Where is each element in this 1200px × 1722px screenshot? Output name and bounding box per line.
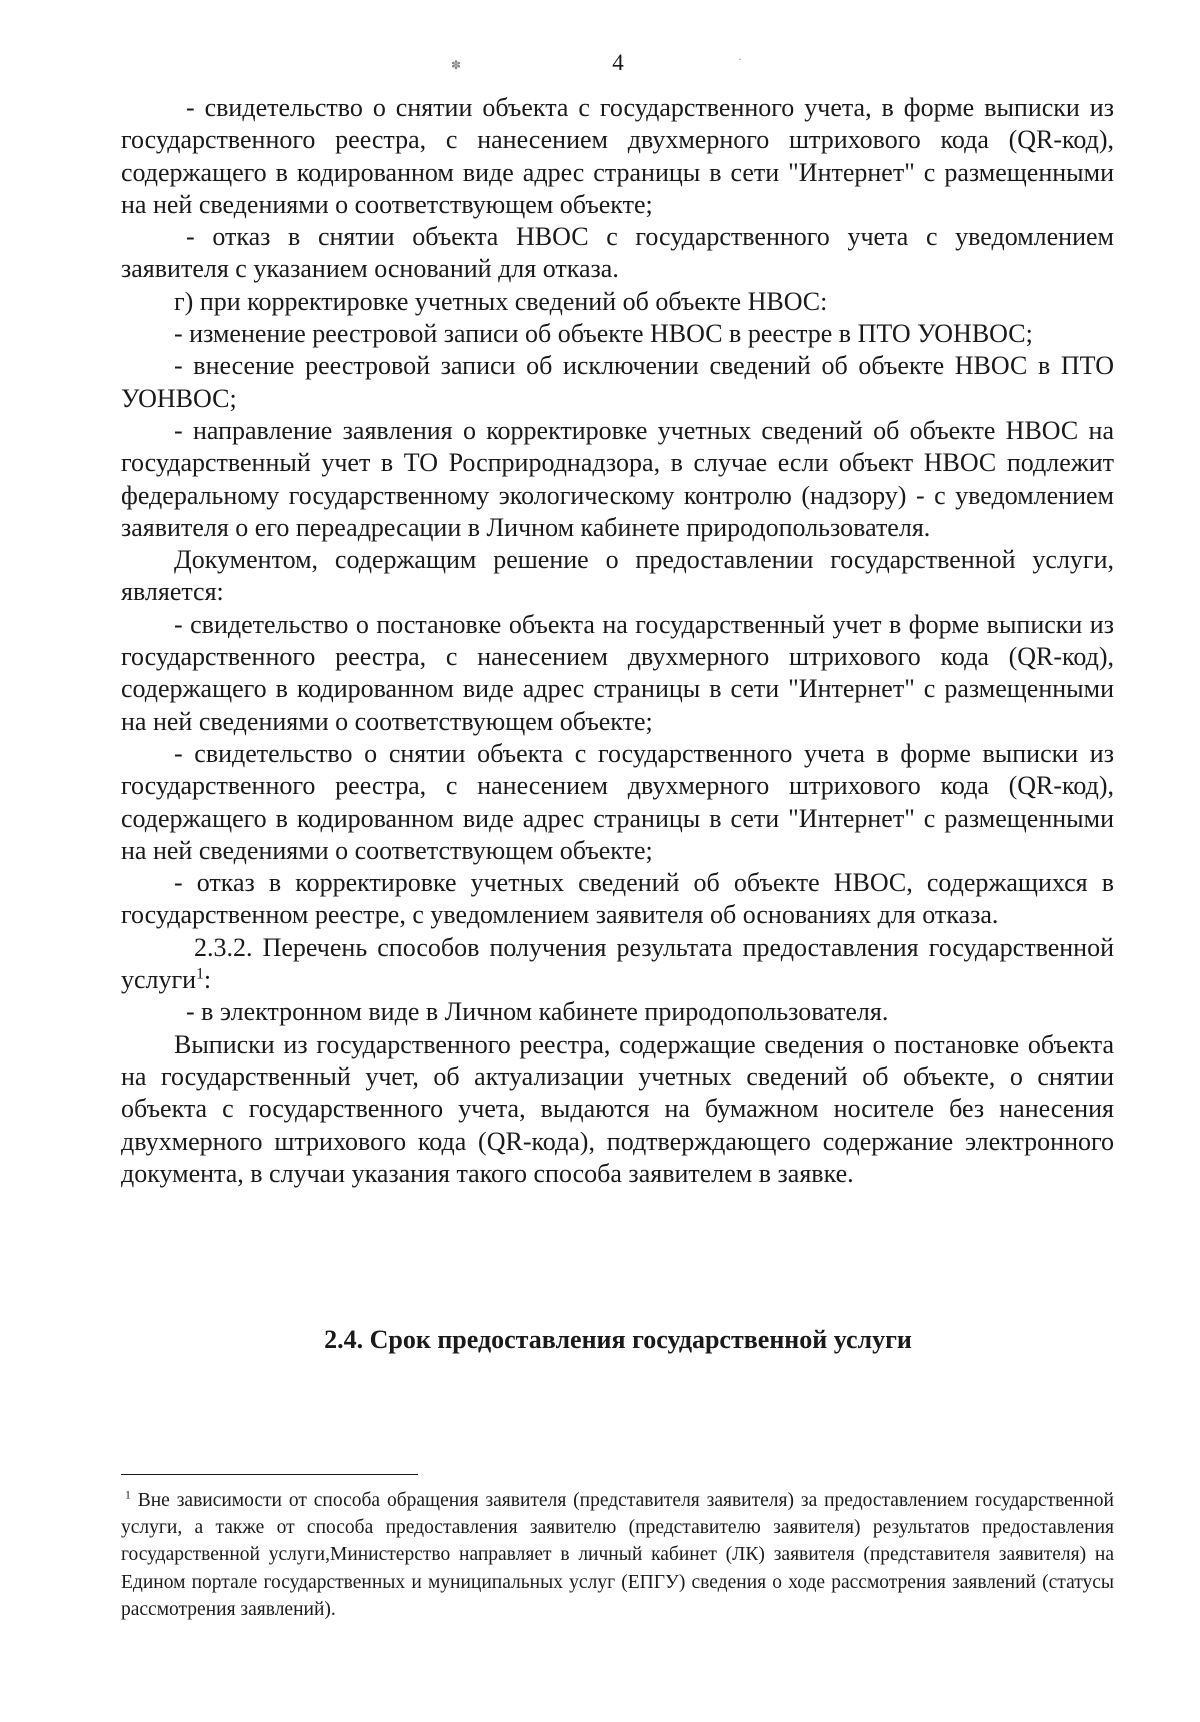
paragraph: - отказ в корректировке учетных сведений об объекте НВОС, содержащихся в государственном реестре, с уведомлением заявителя об основаниях для отказа. xyxy=(121,868,1114,930)
paragraph: - отказ в снятии объекта НВОС с государственного учета с уведомлением заявителя с указанием оснований для отказа. xyxy=(121,222,1114,284)
paragraph-text: 2.3.2. Перечень способов получения результата предоставления государственной услуги xyxy=(121,932,1114,995)
paragraph: - направление заявления о корректировке учетных сведений об объекте НВОС на государственный учет в ТО Росприроднадзора, в случае если объект НВОС подлежит федеральному государственному экологическому контролю (надзору) - с уведомлением заявителя о его переадресации в Личном кабинете природопользователя. xyxy=(121,415,1114,542)
scan-speck: ✽ xyxy=(451,58,462,72)
paragraph: - изменение реестровой записи об объекте НВОС в реестре в ПТО УОНВОС; xyxy=(174,319,1033,349)
paragraph-with-footnote xyxy=(121,932,1114,997)
footnote-divider xyxy=(121,1474,418,1475)
paragraph: - свидетельство о снятии объекта с государственного учета, в форме выписки из государственного реестра, с нанесением двухмерного штрихового кода (QR-код), содержащего в кодированном виде адрес страницы в сети "Интернет" с размещенными на ней сведениями о соответствующем объекте; xyxy=(121,93,1114,219)
paragraph: г) при корректировке учетных сведений об объекте НВОС: xyxy=(174,286,828,316)
footnote-marker: 1 xyxy=(125,1488,131,1502)
footnote-text: Вне зависимости от способа обращения заявителя (представителя заявителя) за предоставлением государственной услуги, а также от способа предоставления заявителю (представителю заявителя) результатов предоставления государственной услуги,Министерство направляет в личный кабинет (ЛК) заявителя (представителя заявителя) на Едином портале государственных и муниципальных услуг (ЕПГУ) сведения о ходе рассмотрения заявлений (статусы рассмотрения заявлений). xyxy=(121,1490,1114,1620)
scan-speck: · xyxy=(738,52,742,66)
footnote-reference: 1 xyxy=(196,965,204,983)
paragraph: - в электронном виде в Личном кабинете природопользователя. xyxy=(186,997,889,1027)
body-text xyxy=(121,92,1114,1190)
paragraph: - внесение реестровой записи об исключении сведений об объекте НВОС в ПТО УОНВОС; xyxy=(121,351,1114,413)
section-heading: 2.4. Срок предоставления государственной услуги xyxy=(324,1325,912,1354)
page-number: 4 xyxy=(612,50,624,75)
paragraph: Выписки из государственного реестра, содержащие сведения о постановке объекта на государственный учет, об актуализации учетных сведений об объекте, о снятии объекта с государственного учета, выдаются на бумажном носителе без нанесения двухмерного штрихового кода (QR-кода), подтверждающего содержание электронного документа, в случаи указания такого способа заявителем в заявке. xyxy=(121,1029,1114,1188)
paragraph: - свидетельство о снятии объекта с государственного учета в форме выписки из государственного реестра, с нанесением двухмерного штрихового кода (QR-код), содержащего в кодированном виде адрес страницы в сети "Интернет" с размещенными на ней сведениями о соответствующем объекте; xyxy=(121,738,1114,865)
footnote xyxy=(121,1487,1114,1623)
paragraph-suffix: : xyxy=(203,965,212,995)
paragraph: - свидетельство о постановке объекта на государственный учет в форме выписки из государственного реестра, с нанесением двухмерного штрихового кода (QR-код), содержащего в кодированном виде адрес страницы в сети "Интернет" с размещенными на ней сведениями о соответствующем объекте; xyxy=(121,609,1114,736)
paragraph: Документом, содержащим решение о предоставлении государственной услуги, является: xyxy=(121,545,1114,607)
